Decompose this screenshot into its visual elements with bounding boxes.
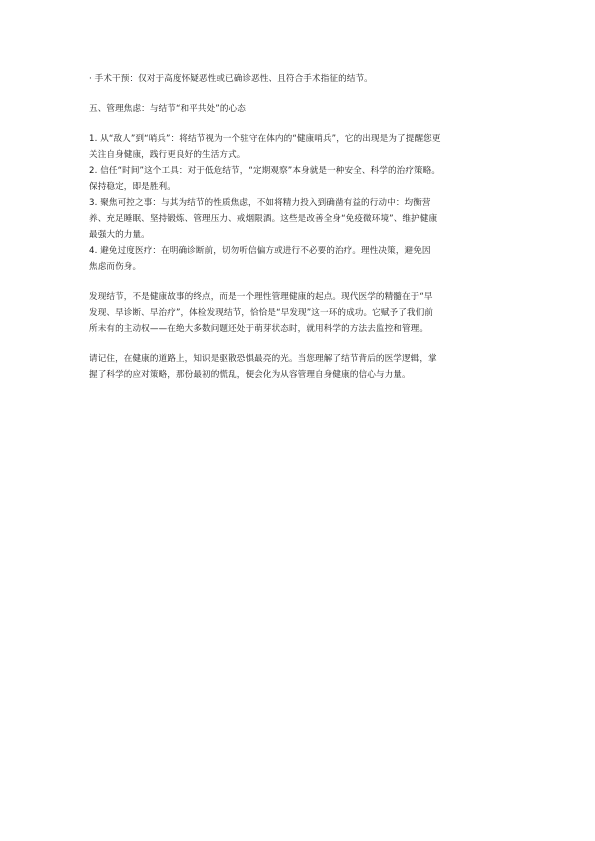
paragraph-line: 所未有的主动权——在绝大多数问题还处于萌芽状态时，就用科学的方法去监控和管理。: [89, 324, 429, 334]
paragraph-line: 发现结节，不是健康故事的终点，而是一个理性管理健康的起点。现代医学的精髓在于“早: [89, 292, 433, 302]
list-item-text: 最强大的力量。: [89, 230, 150, 240]
closing-paragraph: [89, 351, 519, 383]
paragraph-line: 握了科学的应对策略，那份最初的慌乱，便会化为从容管理自身健康的信心与力量。: [89, 370, 411, 380]
list-item-text: 焦虑而伤身。: [89, 262, 142, 272]
paragraph-line: 请记住，在健康的道路上，知识是驱散恐惧最亮的光。当您理解了结节背后的医学逻辑，掌: [89, 354, 437, 364]
anxiety-management-list: [89, 131, 519, 275]
document-content: [89, 71, 519, 397]
list-item-text: 1. 从“敌人”到“哨兵”：将结节视为一个驻守在体内的“健康哨兵”，它的出现是为了提醒您更: [89, 134, 441, 144]
list-item-text: 养、充足睡眠、坚持锻炼、管理压力、戒烟限酒。这些是改善全身“免疫微环境”、维护健康: [89, 214, 438, 224]
list-item-text: 2. 信任“时间”这个工具：对于低危结节，“定期观察”本身就是一种安全、科学的治疗策略。: [89, 166, 441, 176]
list-item-text: 关注自身健康，践行更良好的生活方式。: [89, 150, 246, 160]
paragraph-line: 发现、早诊断、早治疗”，体检发现结节，恰恰是“早发现”这一环的成功。它赋予了我们前: [89, 308, 434, 318]
list-item-4: [89, 243, 519, 275]
list-item-text: 4. 避免过度医疗：在明确诊断前，切勿听信偏方或进行不必要的治疗。理性决策，避免因: [89, 246, 431, 256]
list-item-1: [89, 131, 519, 163]
bullet-surgery-intervention: · 手术干预：仅对于高度怀疑恶性或已确诊恶性、且符合手术指征的结节。: [89, 74, 373, 84]
list-item-2: [89, 163, 519, 195]
conclusion-paragraph: [89, 289, 519, 337]
list-item-text: 3. 聚焦可控之事：与其为结节的性质焦虑，不如将精力投入到确凿有益的行动中：均衡营: [89, 198, 431, 208]
list-item-text: 保持稳定，即是胜利。: [89, 182, 176, 192]
section-heading: 五、管理焦虑：与结节“和平共处”的心态: [89, 104, 246, 114]
list-item-3: [89, 195, 519, 243]
